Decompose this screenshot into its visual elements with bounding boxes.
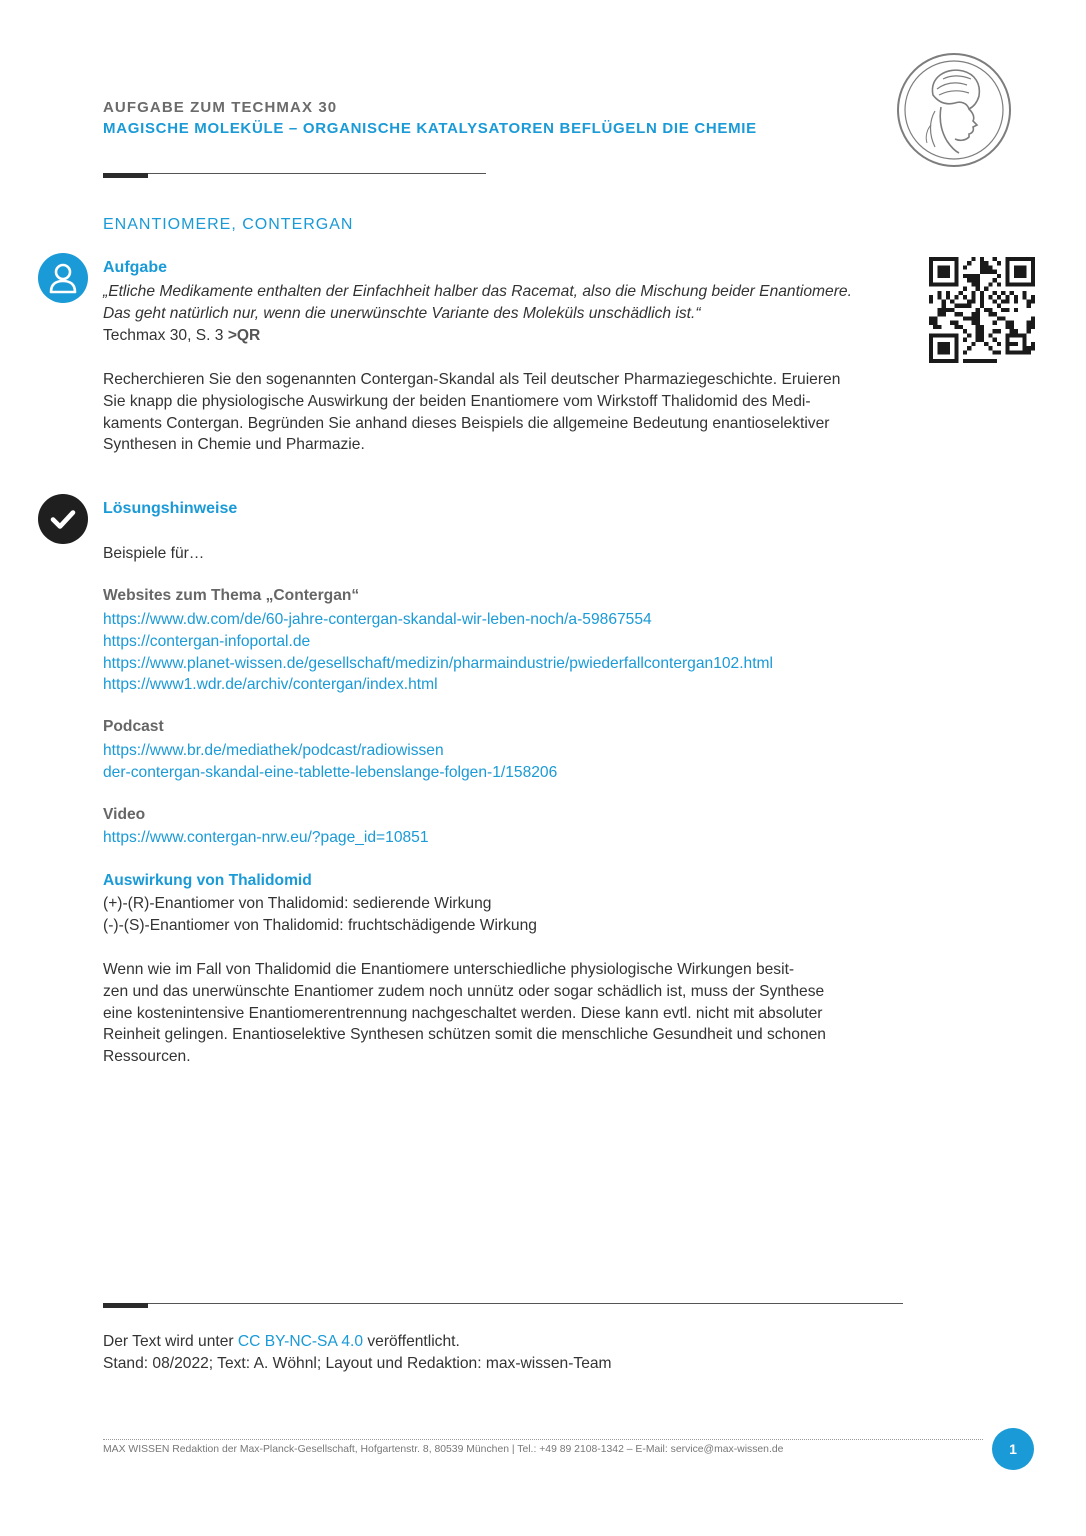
max-planck-minerva-logo xyxy=(895,51,1013,169)
podcast-link[interactable]: https://www.br.de/mediathek/podcast/radiowissen xyxy=(103,742,444,759)
paragraph-line: Recherchieren Sie den sogenannten Contergan-Skandal als Teil deutscher Pharmaziegeschichte. Eruieren xyxy=(103,371,841,388)
solution-heading: Lösungshinweise xyxy=(103,500,238,517)
conclusion-line: zen und das unerwünschte Enantiomer zudem noch unnütz oder sogar schädlich ist, muss der Synthese xyxy=(103,982,825,1000)
qr-code-icon[interactable] xyxy=(929,257,1035,363)
conclusion-line: Ressourcen. xyxy=(103,1048,191,1066)
credits: Stand: 08/2022; Text: A. Wöhnl; Layout und Redaktion: max-wissen-Team xyxy=(103,1355,612,1372)
podcast-link-list xyxy=(103,740,557,784)
website-link[interactable]: https://www.planet-wissen.de/gesellschaft/medizin/pharmaindustrie/pwiederfallcontergan102.html xyxy=(103,654,774,672)
footer-rule-accent xyxy=(103,1303,148,1308)
license-note xyxy=(103,1331,460,1353)
paragraph-line: Sie knapp die physiologische Auswirkung der beiden Enantiomere vom Wirkstoff Thalidomid des Medi- xyxy=(103,392,811,410)
solution-intro: Beispiele für… xyxy=(103,545,205,562)
conclusion-line: Wenn wie im Fall von Thalidomid die Enantiomere unterschiedliche physiologische Wirkungen besit- xyxy=(103,961,795,978)
section-title: ENANTIOMERE, CONTERGAN xyxy=(103,216,354,233)
license-link[interactable]: CC BY-NC-SA 4.0 xyxy=(237,1333,364,1350)
footer-address: MAX WISSEN Redaktion der Max-Planck-Gesellschaft, Hofgartenstr. 8, 80539 München | Tel.: +49 89 2108-1342 – E-Mail: service@max-wissen.de xyxy=(103,1444,784,1455)
quote-line: „Etliche Medikamente enthalten der Einfachheit halber das Racemat, also die Mischung beider Enantiomere. xyxy=(103,283,852,300)
website-link[interactable]: https://www.dw.com/de/60-jahre-contergan-skandal-wir-leben-noch/a-59867554 xyxy=(103,611,652,628)
effect-heading: Auswirkung von Thalidomid xyxy=(103,872,312,889)
solution-icon-circle xyxy=(38,494,88,544)
paragraph-line: kaments Contergan. Begründen Sie anhand dieses Beispiels die allgemeine Bedeutung enantioselektiver xyxy=(103,414,830,432)
quote-line: Das geht natürlich nur, wenn die unerwünschte Variante des Moleküls unschädlich ist.“ xyxy=(103,304,701,322)
conclusion-paragraph xyxy=(103,959,826,1068)
video-heading: Video xyxy=(103,806,146,823)
effect-line: (+)-(R)-Enantiomer von Thalidomid: sedierende Wirkung xyxy=(103,895,492,912)
source-text: Techmax 30, S. 3 xyxy=(103,327,228,344)
websites-link-list xyxy=(103,609,773,696)
podcast-heading: Podcast xyxy=(103,718,164,735)
qr-reference: >QR xyxy=(227,327,261,344)
header-rule xyxy=(148,173,486,174)
task-heading: Aufgabe xyxy=(103,259,167,276)
effect-line: (-)-(S)-Enantiomer von Thalidomid: fruchtschädigende Wirkung xyxy=(103,916,537,934)
website-link[interactable]: https://contergan-infoportal.de xyxy=(103,632,311,650)
paragraph-line: Synthesen in Chemie und Pharmazie. xyxy=(103,436,365,454)
task-quote xyxy=(103,281,852,325)
effect-lines xyxy=(103,893,537,937)
page-number-badge: 1 xyxy=(992,1428,1034,1470)
task-paragraph xyxy=(103,369,840,456)
page-headline: MAGISCHE MOLEKÜLE – ORGANISCHE KATALYSATOREN BEFLÜGELN DIE CHEMIE xyxy=(103,120,757,137)
podcast-link[interactable]: der-contergan-skandal-eine-tablette-lebenslange-folgen-1/158206 xyxy=(103,763,558,781)
task-source xyxy=(103,325,260,347)
license-prefix: Der Text wird unter xyxy=(103,1333,238,1350)
kicker-title: AUFGABE ZUM TECHMAX 30 xyxy=(103,99,338,116)
footer-dotted-rule xyxy=(103,1439,983,1440)
header-rule-accent xyxy=(103,173,148,178)
user-icon xyxy=(48,262,78,294)
video-link-list xyxy=(103,827,429,849)
website-link[interactable]: https://www1.wdr.de/archiv/contergan/index.html xyxy=(103,676,438,694)
license-suffix: veröffentlicht. xyxy=(363,1333,460,1350)
checkmark-icon xyxy=(48,504,78,534)
video-link[interactable]: https://www.contergan-nrw.eu/?page_id=10851 xyxy=(103,829,429,846)
footer-rule xyxy=(148,1303,903,1304)
task-icon-circle xyxy=(38,253,88,303)
conclusion-line: Reinheit gelingen. Enantioselektive Synthesen schützen somit die menschliche Gesundheit und schonen xyxy=(103,1026,826,1044)
conclusion-line: eine kostenintensive Enantiomerentrennung nachgeschaltet werden. Diese kann evtl. nicht mit absoluter xyxy=(103,1004,823,1022)
websites-heading: Websites zum Thema „Contergan“ xyxy=(103,587,360,604)
